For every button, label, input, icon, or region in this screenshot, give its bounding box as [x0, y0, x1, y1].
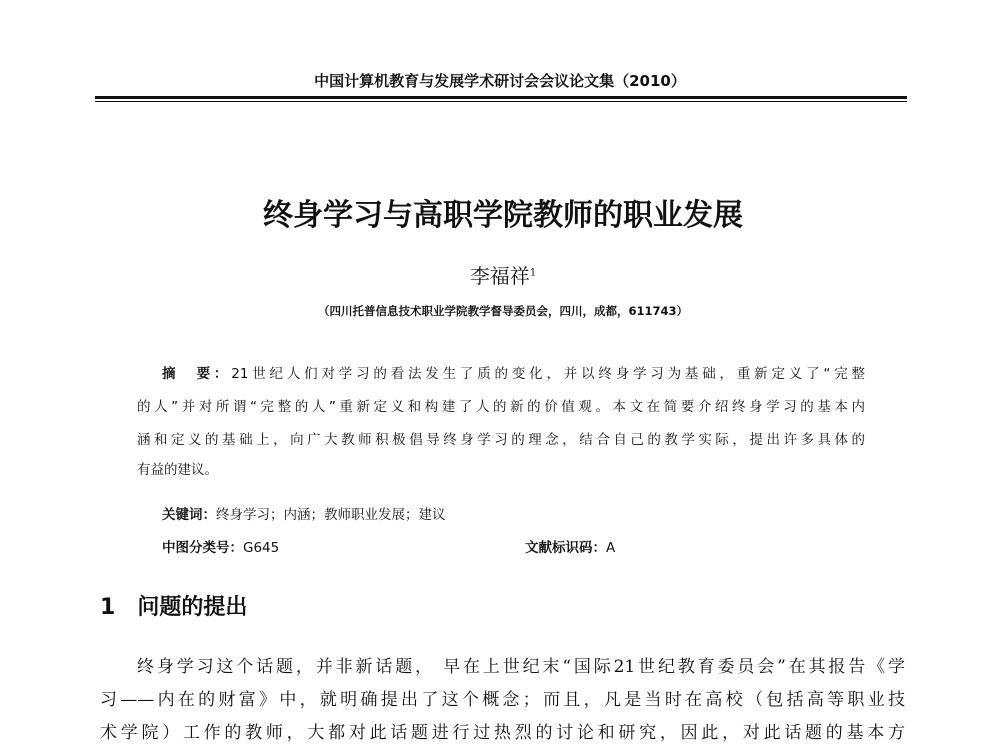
- header-rule-thin: [95, 101, 907, 102]
- abstract-label: 摘 要：: [162, 366, 232, 382]
- keywords-value: 终身学习；内涵；教师职业发展；建议: [216, 507, 446, 523]
- body-line: 术学院）工作的教师，大都对此话题进行过热烈的讨论和研究，因此，对此话题的基本方: [100, 723, 905, 743]
- classification-label: 中图分类号：: [162, 540, 243, 556]
- affiliation: （四川托普信息技术职业学院教学督导委员会，四川，成都，611743）: [317, 304, 688, 318]
- abstract-text: 21世纪人们对学习的看法发生了质的变化，并以终身学习为基础，重新定义了“完整: [231, 366, 866, 382]
- keywords: [162, 503, 446, 523]
- section-title: 问题的提出: [137, 595, 248, 620]
- body-line: 终身学习这个话题，并非新话题， 早在上世纪末“国际21世纪教育委员会”在其报告《学: [137, 657, 905, 677]
- abstract-line: 的人”并对所谓“完整的人”重新定义和构建了人的新的价值观。本文在简要介绍终身学习的基本内: [137, 399, 865, 415]
- running-header: 中国计算机教育与发展学术研讨会会议论文集（2010）: [314, 72, 686, 90]
- paper-title: 终身学习与高职学院教师的职业发展: [263, 198, 743, 233]
- doc-code-label: 文献标识码：: [525, 540, 606, 556]
- author: [0, 260, 1000, 289]
- abstract-line: [162, 362, 865, 382]
- classification-value: G645: [243, 540, 280, 556]
- section-number: 1: [100, 595, 116, 620]
- body-line: 习——内在的财富》中，就明确提出了这个概念；而且，凡是当时在高校（包括高等职业技: [100, 690, 905, 710]
- doc-code: [525, 536, 615, 556]
- author-name: 李福祥: [469, 264, 530, 288]
- header-rule: [95, 96, 907, 99]
- doc-code-value: A: [606, 540, 616, 556]
- section-heading: [100, 590, 269, 621]
- keywords-label: 关键词：: [162, 507, 216, 523]
- classification: [162, 536, 279, 556]
- author-affiliation-mark: 1: [529, 267, 537, 279]
- abstract-line: 有益的建议。: [137, 462, 218, 478]
- abstract-line: 涵和定义的基础上，向广大教师积极倡导终身学习的理念，结合自己的教学实际，提出许多具体的: [137, 432, 865, 448]
